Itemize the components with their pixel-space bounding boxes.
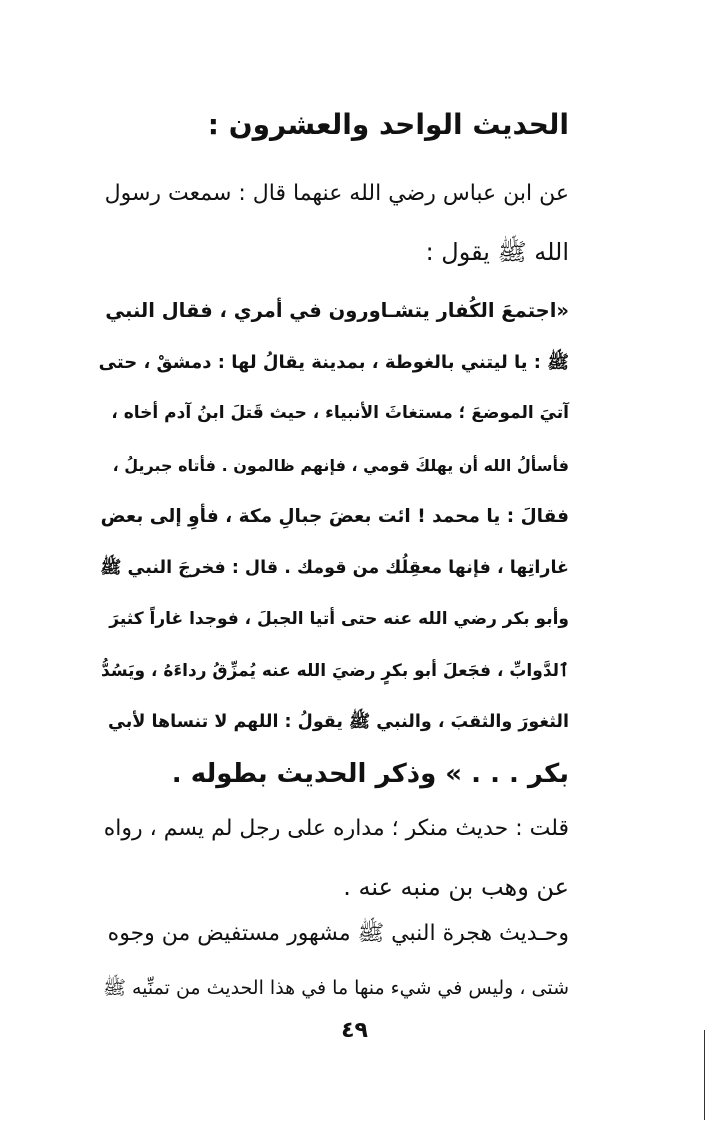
note-line: قلت : حديث منكر ؛ مداره على رجل لم يسم ، رواه xyxy=(103,816,569,841)
hadith-line: «اجتمعَ الكُفار يتشـاورون في أمري ، فقال النبي xyxy=(105,299,569,322)
hadith-line: ﷺ : يا ليتني بالغوطة ، بمدينة يقالُ لها : دمشقْ ، حتى xyxy=(98,351,569,373)
hadith-line: وأبو بكر رضي الله عنه حتى أتيا الجبلَ ، فوجدا غاراً كثيرَ xyxy=(109,609,569,629)
commentary-note xyxy=(99,800,569,916)
paragraph-line: شتى ، وليس في شيء منها ما في هذا الحديث من تمنِّيه ﷺ xyxy=(102,977,569,999)
intro-paragraph xyxy=(99,165,569,281)
closing-paragraph xyxy=(99,907,569,1015)
hadith-line: فأسألُ الله أن يهلكَ قومي ، فإنهم ظالمون . فأتاه جبريلُ ، xyxy=(112,455,569,475)
margin-rule xyxy=(704,1030,705,1120)
hadith-line: بكر . . . » وذكر الحديث بطوله . xyxy=(171,758,569,789)
paragraph-line: وحـديث هجرة النبي ﷺ مشهور مستفيض من وجوه xyxy=(107,921,569,946)
section-heading: الحديث الواحد والعشرون : xyxy=(207,108,569,141)
hadith-line: الثغورَ والثقبَ ، والنبي ﷺ يقولُ : اللهم لا تنساها لأبي xyxy=(108,712,569,732)
hadith-text xyxy=(99,285,569,800)
intro-line: الله ﷺ يقول : xyxy=(425,238,569,266)
hadith-line: ٱلدَّوابِّ ، فجَعلَ أبو بكرٍ رضيَ الله عنه يُمزِّقُ رداءَهُ ، ويَسُدُّ xyxy=(101,660,569,681)
hadith-line: فقالَ : يا محمد ! ائت بعضَ جبالِ مكة ، فأوِ إلى بعض xyxy=(100,506,569,527)
hadith-line: آتيَ الموضعَ ؛ مستغاثَ الأنبياء ، حيث قَتلَ ابنُ آدم أخاه ، xyxy=(111,403,569,423)
intro-line: عن ابن عباس رضي الله عنهما قال : سمعت رسول xyxy=(104,181,569,206)
hadith-line: غاراتِها ، فإنها معقِلُك من قومك . قال : فخرجَ النبي ﷺ xyxy=(100,557,569,578)
page-number: ٤٩ xyxy=(341,1018,368,1043)
note-line: عن وهب بن منبه عنه . xyxy=(343,873,569,901)
